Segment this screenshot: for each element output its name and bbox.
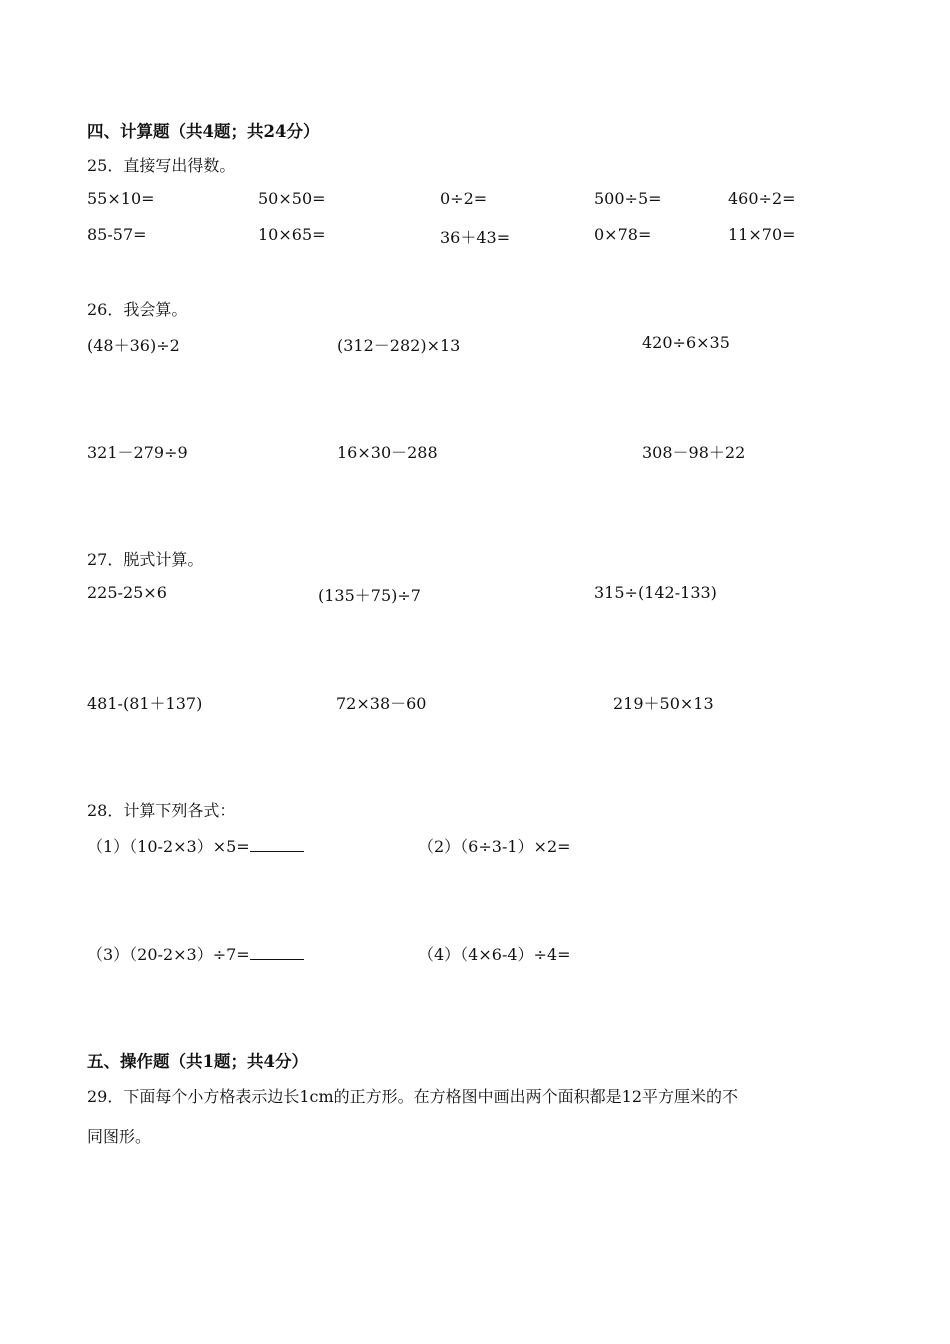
q26-r2-c2: 16×30－288	[337, 443, 438, 462]
q26-r2-c3: 308－98＋22	[642, 443, 746, 462]
question-29-line-1: 29．下面每个小方格表示边长1cm的正方形。在方格图中画出两个面积都是12平方厘米的不	[87, 1087, 739, 1106]
q25-r1-c3: 0÷2=	[440, 189, 488, 208]
question-26-label: 26．我会算。	[87, 300, 188, 319]
q25-r2-c1: 85-57=	[87, 225, 147, 244]
q26-r1-c3: 420÷6×35	[642, 333, 730, 352]
q28-item-4: （4）（4×6-4）÷4=	[418, 945, 571, 964]
question-29-line-2: 同图形。	[87, 1127, 152, 1146]
q28-item-2: （2）（6÷3-1）×2=	[418, 837, 571, 856]
q26-r1-c1: (48＋36)÷2	[87, 336, 180, 355]
q25-r1-c5: 460÷2=	[728, 189, 796, 208]
q25-r1-c1: 55×10=	[87, 189, 155, 208]
q27-r2-c3: 219＋50×13	[613, 694, 714, 713]
section-4-title: 四、计算题（共4题；共24分）	[87, 122, 320, 141]
q25-r2-c3: 36＋43=	[440, 228, 511, 247]
q27-r1-c3: 315÷(142-133)	[594, 583, 717, 602]
question-28-label: 28．计算下列各式：	[87, 801, 236, 820]
q25-r1-c4: 500÷5=	[594, 189, 662, 208]
q27-r1-c2: (135＋75)÷7	[318, 586, 421, 605]
q28-item-3	[87, 942, 304, 965]
q28-item-1-text: （1）（10-2×3）×5=	[87, 837, 250, 856]
q25-r2-c4: 0×78=	[594, 225, 652, 244]
q27-r2-c1: 481-(81＋137)	[87, 694, 203, 713]
q27-r2-c2: 72×38－60	[336, 694, 427, 713]
q28-item-3-text: （3）（20-2×3）÷7=	[87, 945, 250, 964]
answer-blank-3[interactable]	[250, 945, 304, 960]
q27-r1-c1: 225-25×6	[87, 583, 167, 602]
q25-r2-c2: 10×65=	[258, 225, 326, 244]
q26-r2-c1: 321－279÷9	[87, 443, 188, 462]
q26-r1-c2: (312－282)×13	[337, 336, 461, 355]
question-25-label: 25．直接写出得数。	[87, 156, 236, 175]
q28-item-1	[87, 834, 304, 857]
question-27-label: 27．脱式计算。	[87, 550, 204, 569]
answer-blank-1[interactable]	[250, 837, 304, 852]
q25-r1-c2: 50×50=	[258, 189, 326, 208]
section-5-title: 五、操作题（共1题；共4分）	[87, 1052, 308, 1071]
q25-r2-c5: 11×70=	[728, 225, 796, 244]
